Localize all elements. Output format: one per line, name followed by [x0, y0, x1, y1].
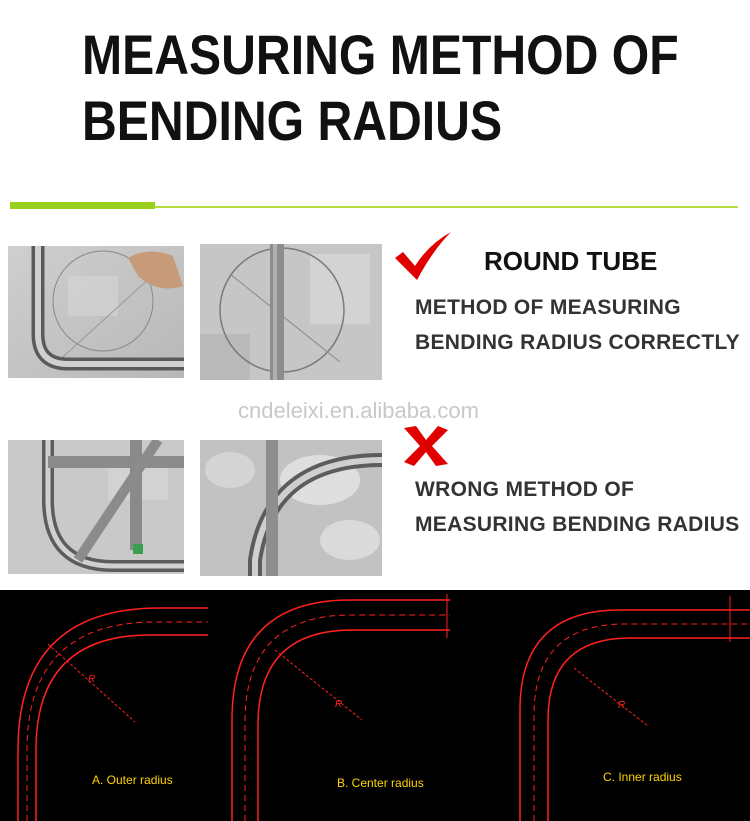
radius-mark-b: R [335, 699, 343, 710]
page-title [82, 22, 679, 154]
radius-mark-a: R [88, 674, 96, 685]
correct-desc-line-2: BENDING RADIUS CORRECTLY [415, 331, 740, 354]
wrong-desc-line-2: MEASURING BENDING RADIUS [415, 513, 740, 536]
watermark: cndeleixi.en.alibaba.com [238, 398, 479, 423]
radius-marks [88, 674, 625, 711]
label-inner-radius: C. Inner radius [603, 770, 682, 784]
label-center-radius: B. Center radius [337, 776, 424, 790]
divider-accent [10, 202, 155, 209]
divider-line [155, 206, 738, 208]
photo-correct-2 [200, 244, 382, 380]
photo-wrong-1 [8, 440, 184, 574]
cross-icon [402, 426, 450, 466]
inner-radius-diagram [520, 596, 750, 821]
cad-diagram [0, 590, 750, 821]
photo-wrong-2 [200, 440, 382, 576]
radius-mark-c: R [618, 700, 626, 711]
title-line-2: BENDING RADIUS [82, 89, 503, 152]
outer-radius-diagram [18, 608, 208, 821]
title-line-1: MEASURING METHOD OF [82, 23, 679, 86]
correct-desc-line-1: METHOD OF MEASURING [415, 296, 681, 319]
correct-heading: ROUND TUBE [484, 246, 658, 276]
check-mark-icon [393, 232, 453, 282]
label-outer-radius: A. Outer radius [92, 773, 173, 787]
wrong-desc-line-1: WRONG METHOD OF [415, 478, 635, 501]
photo-correct-1 [8, 246, 184, 378]
